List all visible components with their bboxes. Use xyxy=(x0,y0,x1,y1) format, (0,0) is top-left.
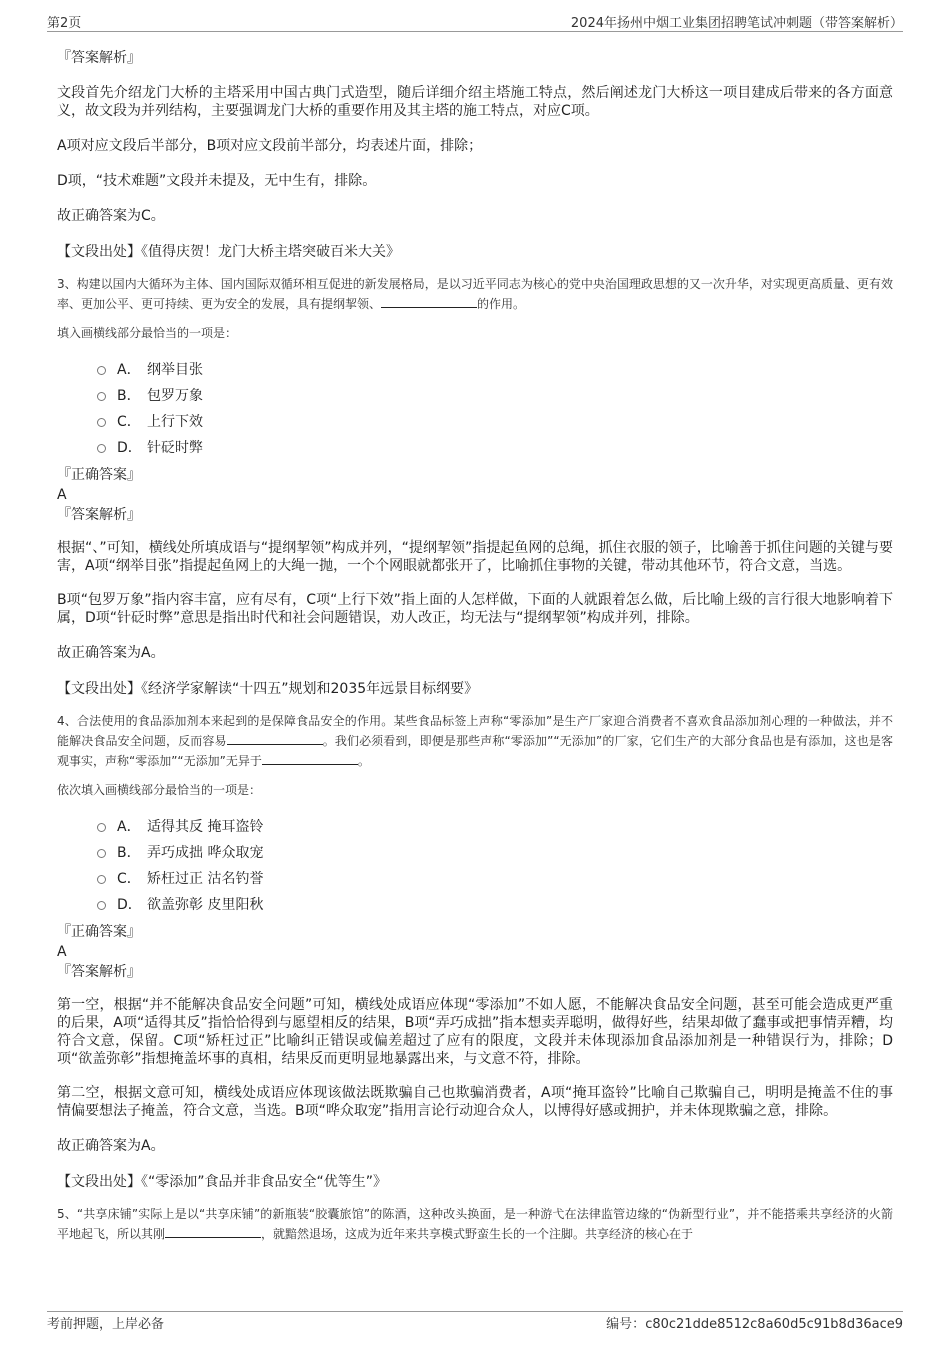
blank-line xyxy=(165,1224,261,1238)
question-text: 4、合法使用的食品添加剂本来起到的是保障食品安全的作用。某些食品标签上声称“零添加”是生产厂家迎合消费者不喜欢食品添加剂心理的一种做法，并不能解决食品安全问题，反而容易 xyxy=(57,714,893,748)
question-text: 。 xyxy=(357,754,370,768)
option-a[interactable]: A． 适得其反 掩耳盗铃 xyxy=(97,814,893,840)
radio-icon[interactable] xyxy=(97,849,106,858)
option-d[interactable]: D． 针砭时弊 xyxy=(97,435,893,461)
analysis-paragraph: 第一空，根据“并不能解决食品安全问题”可知，横线处成语应体现“零添加”不如人愿，不能解决食品安全问题，甚至可能会造成更严重的后果，A项“适得其反”指恰恰得到与愿望相反的结果，B项“弄巧成拙”指本想卖弄聪明，做得好些，结果却做了蠢事或把事情弄糟，均符合文意，保留。C项“矫枉过正”比喻纠正错误或偏差超过了应有的限度，文段并未体现添加食品添加剂是一种错误行为，排除；D项“欲盖弥彰”指想掩盖坏事的真相，结果反而更明显地暴露出来，与文意不符，排除。 xyxy=(57,997,893,1067)
radio-icon[interactable] xyxy=(97,392,106,401)
correct-answer: A xyxy=(57,944,67,960)
analysis-conclusion: 故正确答案为A。 xyxy=(57,645,165,661)
analysis-paragraph: 根据“、”可知，横线处所填成语与“提纲挈领”构成并列，“提纲挈领”指提起鱼网的总绳，抓住衣服的领子，比喻善于抓住问题的关键与要害，A项“纲举目张”指提起鱼网上的大绳一抛，一个个网眼就都张开了，比喻抓住事物的关键，带动其他环节，符合文意，当选。 xyxy=(57,540,893,574)
header-divider xyxy=(47,31,903,32)
correct-answer-label: 『正确答案』 xyxy=(57,924,141,940)
option-list xyxy=(97,357,893,461)
source-citation: 【文段出处】《“零添加”食品并非食品安全“优等生”》 xyxy=(57,1174,388,1190)
question-prompt: 依次填入画横线部分最恰当的一项是： xyxy=(57,783,262,797)
analysis-paragraph: 文段首先介绍龙门大桥的主塔采用中国古典门式造型，随后详细介绍主塔施工特点，然后阐述龙门大桥这一项目建成后带来的各方面意义，故文段为并列结构，主要强调龙门大桥的重要作用及其主塔的施工特点，对应C项。 xyxy=(57,85,893,119)
question-text: ，就黯然退场，这成为近年来共享模式野蛮生长的一个注脚。共享经济的核心在于 xyxy=(261,1227,694,1241)
question-text: 3、构建以国内大循环为主体、国内国际双循环相互促进的新发展格局，是以习近平同志为核心的党中央治国理政思想的又一次升华，对实现更高质量、更有效率、更加公平、更可持续、更为安全的发展，具有提纲挈领、 xyxy=(57,277,893,311)
page-header xyxy=(47,12,903,32)
option-a[interactable]: A． 纲举目张 xyxy=(97,357,893,383)
correct-answer: A xyxy=(57,487,67,503)
analysis-paragraph: 第二空，根据文意可知，横线处成语应体现该做法既欺骗自己也欺骗消费者，A项“掩耳盗铃”比喻自己欺骗自己，明明是掩盖不住的事情偏要想法子掩盖，符合文意，当选。B项“哗众取宠”指用言论行动迎合众人，以博得好感或拥护，并未体现欺骗之意，排除。 xyxy=(57,1085,893,1119)
question-text: 。我们必须看到，即便是那些声称“零添加”“无添加”的厂家，它们生产的大部分食品也是有添加，这也是客观事实，声称“零添加”“无添加”无异于 xyxy=(57,734,893,768)
radio-icon[interactable] xyxy=(97,418,106,427)
analysis-paragraph: B项“包罗万象”指内容丰富，应有尽有，C项“上行下效”指上面的人怎样做，下面的人就跟着怎么做，后比喻上级的言行很大地影响着下属，D项“针砭时弊”意思是指出时代和社会问题错误，劝人改正，均无法与“提纲挈领”构成并列，排除。 xyxy=(57,592,893,626)
blank-line xyxy=(227,731,323,745)
option-c[interactable]: C． 上行下效 xyxy=(97,409,893,435)
document-body xyxy=(57,42,893,1244)
document-title: 2024年扬州中烟工业集团招聘笔试冲刺题（带答案解析） xyxy=(570,16,903,31)
analysis-conclusion: 故正确答案为C。 xyxy=(57,208,165,224)
analysis-label: 『答案解析』 xyxy=(57,964,141,980)
analysis-label: 『答案解析』 xyxy=(57,50,141,66)
analysis-label: 『答案解析』 xyxy=(57,507,141,523)
document-code: 编号：c80c21dde8512c8a60d5c91b8d36ace9 xyxy=(606,1317,903,1332)
option-b[interactable]: B． 包罗万象 xyxy=(97,383,893,409)
question-prompt: 填入画横线部分最恰当的一项是： xyxy=(57,326,238,340)
question-text: 的作用。 xyxy=(477,297,526,311)
question-text: 5、“共享床铺”实际上是以“共享床铺”的新瓶装“胶囊旅馆”的陈酒，这种改头换面，是一种游弋在法律监管边缘的“伪新型行业”，并不能搭乘共享经济的火箭平地起飞，所以其刚 xyxy=(57,1207,893,1241)
option-d[interactable]: D． 欲盖弥彰 皮里阳秋 xyxy=(97,892,893,918)
footer-divider xyxy=(47,1311,903,1312)
option-b[interactable]: B． 弄巧成拙 哗众取宠 xyxy=(97,840,893,866)
option-list xyxy=(97,814,893,918)
option-c[interactable]: C． 矫枉过正 沽名钓誉 xyxy=(97,866,893,892)
radio-icon[interactable] xyxy=(97,875,106,884)
radio-icon[interactable] xyxy=(97,823,106,832)
radio-icon[interactable] xyxy=(97,366,106,375)
analysis-conclusion: 故正确答案为A。 xyxy=(57,1138,165,1154)
blank-line xyxy=(262,751,358,765)
question-stem xyxy=(57,274,893,314)
page-number: 第2页 xyxy=(47,16,82,31)
blank-line xyxy=(381,294,477,308)
correct-answer-label: 『正确答案』 xyxy=(57,467,141,483)
question-stem xyxy=(57,1204,893,1244)
analysis-paragraph: D项，“技术难题”文段并未提及，无中生有，排除。 xyxy=(57,173,377,189)
radio-icon[interactable] xyxy=(97,901,106,910)
source-citation: 【文段出处】《经济学家解读“十四五”规划和2035年远景目标纲要》 xyxy=(57,681,479,697)
question-stem xyxy=(57,711,893,771)
footer-slogan: 考前押题，上岸必备 xyxy=(47,1317,165,1332)
analysis-paragraph: A项对应文段后半部分，B项对应文段前半部分，均表述片面，排除； xyxy=(57,138,483,154)
source-citation: 【文段出处】《值得庆贺！龙门大桥主塔突破百米大关》 xyxy=(57,244,400,260)
radio-icon[interactable] xyxy=(97,444,106,453)
